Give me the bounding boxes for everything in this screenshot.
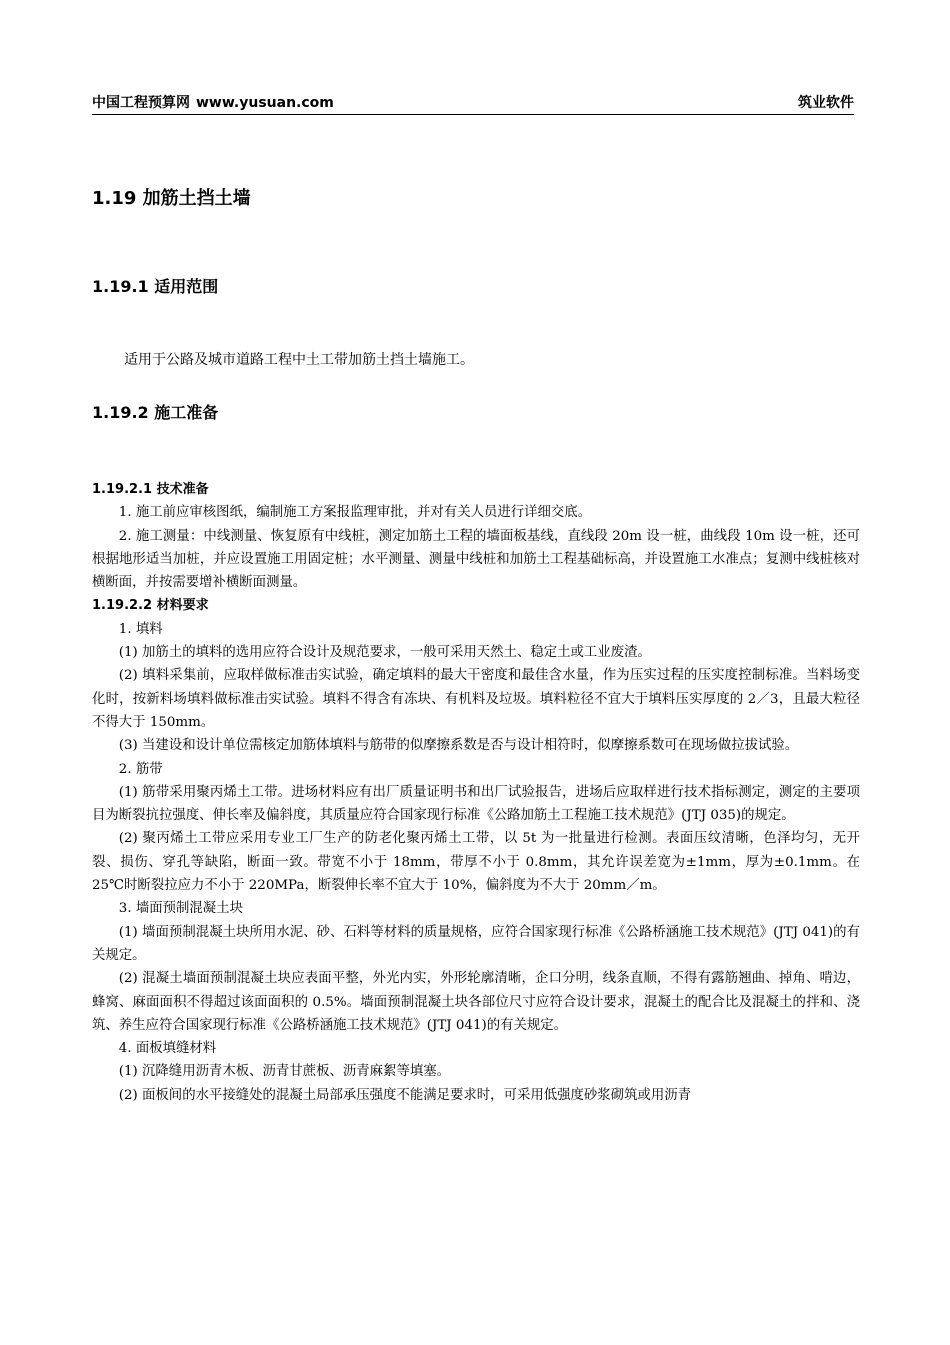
paragraph: (2) 混凝土墙面预制混凝土块应表面平整，外光内实，外形轮廓清晰，企口分明，线条直顺，不得有露筋翘曲、掉角、啃边，蜂窝、麻面面积不得超过该面面积的 0.5%。墙面预制混凝土块各部位尺寸应符合设计要求，混凝土的配合比及混凝土的拌和、浇筑、养生应符合国家现行标准《公路桥涵施工技术规范》(JTJ 041)的有关规定。 xyxy=(92,971,860,1033)
paragraph: 2. 筋带 xyxy=(118,761,163,777)
paragraph: (2) 填料采集前，应取样做标准击实试验，确定填料的最大干密度和最佳含水量，作为压实过程的压实度控制标准。当料场变化时，按新料场填料做标准击实试验。填料不得含有冻块、有机料及垃圾。填料粒径不宜大于填料压实厚度的 2／3，且最大粒径不得大于 150mm。 xyxy=(92,668,860,730)
site-name: 中国工程预算网 xyxy=(92,95,190,111)
paragraph: (2) 聚丙烯土工带应采用专业工厂生产的防老化聚丙烯土工带，以 5t 为一批量进行检测。表面压纹清晰，色泽均匀，无开裂、损伤、穿孔等缺陷，断面一致。带宽不小于 18mm，带厚不小于 0.8mm，其允许误差宽为±1mm，厚为±0.1mm。在 25℃时断裂拉应力不小于 220MPa，断裂伸长率不宜大于 10%，偏斜度为不大于 20mm／m。 xyxy=(92,831,860,894)
paragraph: (1) 墙面预制混凝土块所用水泥、砂、石料等材料的质量规格，应符合国家现行标准《公路桥涵施工技术规范》(JTJ 041)的有关规定。 xyxy=(92,924,860,963)
scope-text: 适用于公路及城市道路工程中土工带加筋土挡土墙施工。 xyxy=(124,352,474,368)
subsection-heading-scope: 1.19.1 适用范围 xyxy=(92,277,219,296)
page-header xyxy=(92,94,854,115)
paragraph: (3) 当建设和设计单位需核定加筋体填料与筋带的似摩擦系数是否与设计相符时，似摩擦系数可在现场做拉拔试验。 xyxy=(118,738,799,754)
paragraph: 1. 填料 xyxy=(118,621,163,637)
paragraph: (1) 加筋土的填料的选用应符合设计及规范要求，一般可采用天然土、稳定土或工业废渣。 xyxy=(118,645,651,661)
paragraph: (2) 面板间的水平接缝处的混凝土局部承压强度不能满足要求时，可采用低强度砂浆砌筑或用沥青 xyxy=(118,1087,692,1103)
paragraph: (1) 筋带采用聚丙烯土工带。进场材料应有出厂质量证明书和出厂试验报告，进场后应取样进行技术指标测定，测定的主要项目为断裂抗拉强度、伸长率及偏斜度，其质量应符合国家现行标准《公路加筋土工程施工技术规范》(JTJ 035)的规定。 xyxy=(92,784,860,824)
paragraph: 3. 墙面预制混凝土块 xyxy=(118,901,243,917)
sub-heading: 1.19.2.2 材料要求 xyxy=(92,598,209,614)
paragraph: (1) 沉降缝用沥青木板、沥青甘蔗板、沥青麻絮等填塞。 xyxy=(118,1064,451,1080)
brand-name: 筑业软件 xyxy=(798,95,854,111)
subsection-heading-preparation: 1.19.2 施工准备 xyxy=(92,403,219,422)
section-title: 1.19 加筋土挡土墙 xyxy=(92,188,251,209)
paragraph: 1. 施工前应审核图纸，编制施工方案报监理审批，并对有关人员进行详细交底。 xyxy=(118,505,592,521)
paragraph: 4. 面板填缝材料 xyxy=(118,1041,217,1057)
header-left xyxy=(92,94,334,112)
preparation-content xyxy=(92,478,860,1107)
sub-heading: 1.19.2.1 技术准备 xyxy=(92,482,209,497)
paragraph: 2. 施工测量：中线测量、恢复原有中线桩，测定加筋土工程的墙面板基线，直线段 20m 设一桩，曲线段 10m 设一桩，还可根据地形适当加桩，并应设置施工用固定桩；水平测量、测量中线桩和加筋土工程基础标高，并设置施工水准点；复测中线桩核对横断面，并按需要增补横断面测量。 xyxy=(92,528,860,591)
site-url[interactable]: www.yusuan.com xyxy=(196,95,334,111)
